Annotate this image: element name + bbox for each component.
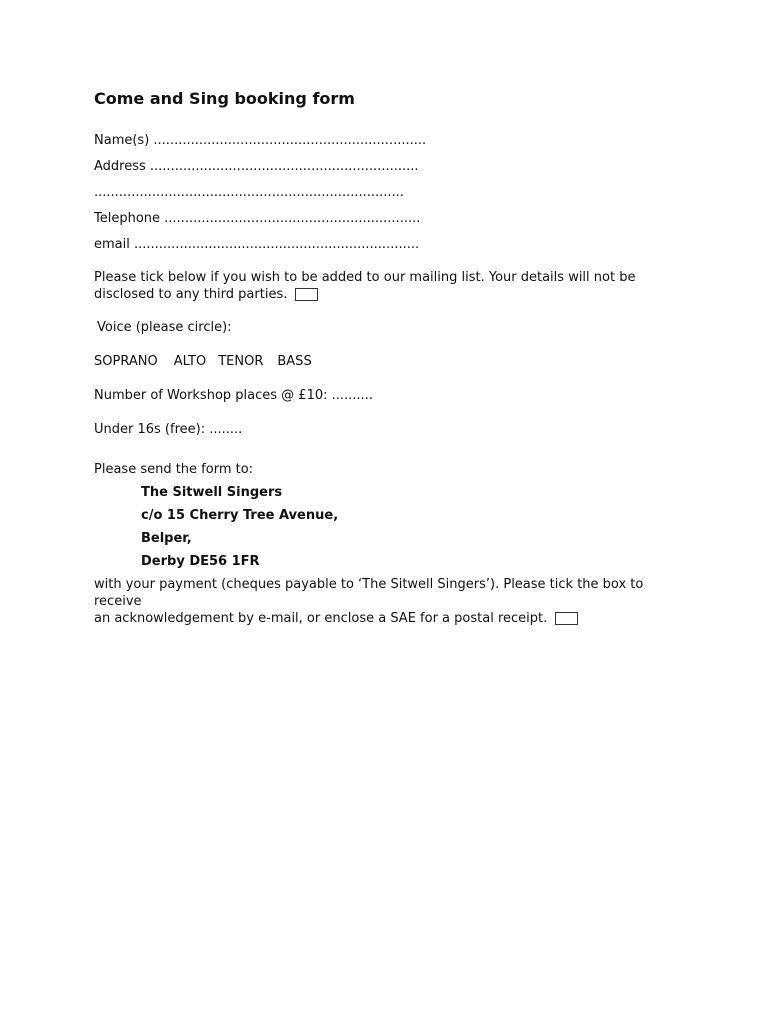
telephone-field[interactable]: Telephone .............................................................. [94,211,421,226]
booking-form-page [94,88,694,627]
payment-text-line1: with your payment (cheques payable to ‘The Sitwell Singers’). Please tick the box to receive [94,577,644,609]
postal-address [141,484,694,570]
mailing-list-text [94,269,694,303]
payment-text-line2: an acknowledgement by e-mail, or enclose a SAE for a postal receipt. [94,611,548,626]
voice-parts-row [94,353,694,370]
email-field[interactable]: email ..................................................................... [94,237,420,252]
voice-part-bass[interactable]: BASS [277,354,312,369]
payment-text [94,576,694,627]
address-line: Belper, [141,531,192,546]
email-acknowledgement-checkbox[interactable] [555,612,578,625]
mailing-text-line2: disclosed to any third parties. [94,287,288,302]
under16-field[interactable]: Under 16s (free): ........ [94,422,243,437]
voice-part-tenor[interactable]: TENOR [218,354,264,369]
form-title: Come and Sing booking form [94,89,355,108]
voice-part-alto[interactable]: ALTO [173,354,207,369]
names-field[interactable]: Name(s) .................................................................. [94,133,427,148]
address-line: c/o 15 Cherry Tree Avenue, [141,508,339,523]
address-line: The Sitwell Singers [141,485,283,500]
send-to-label: Please send the form to: [94,462,254,477]
voice-label: Voice (please circle): [97,320,232,335]
payment-text-line2-row [94,610,694,627]
mailing-list-checkbox[interactable] [295,288,318,301]
address-field[interactable]: Address ................................................................. [94,159,419,174]
mailing-text-line1: Please tick below if you wish to be added to our mailing list. Your details will not be [94,270,636,285]
mailing-text-line2-row [94,286,694,303]
address-line2-field[interactable]: ........................................................................... [94,185,404,200]
address-line: Derby DE56 1FR [141,554,260,569]
voice-part-soprano[interactable]: SOPRANO [94,354,158,369]
workshop-places-field[interactable]: Number of Workshop places @ £10: .......... [94,388,373,403]
